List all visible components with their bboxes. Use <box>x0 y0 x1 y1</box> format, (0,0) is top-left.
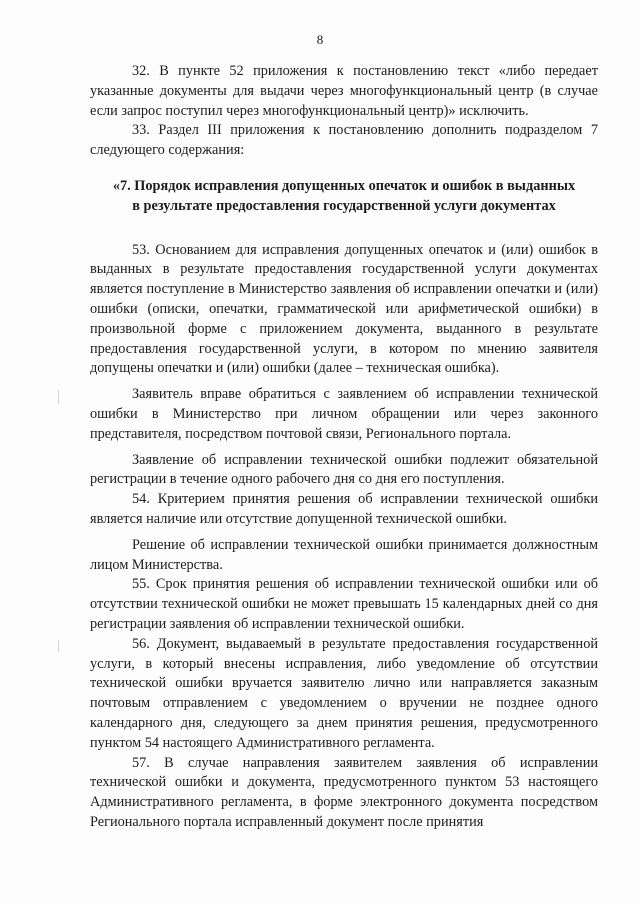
paragraph-53: 53. Основанием для исправления допущенных опечаток и (или) ошибок в выданных в результате предоставления государственной услуги документах является поступление в Министерство заявления об исправлении опечатки и (или) ошибки (описки, опечатки, грамматической или арифметической ошибки) в произвольной форме с приложением документа, выданного в результате предоставления государственной услуги, в котором по мнению заявителя допущены опечатки и (или) ошибки (далее – техническая ошибка). <box>90 241 598 377</box>
scan-margin-mark <box>58 640 59 652</box>
section-heading <box>90 177 598 217</box>
paragraph-56: 56. Документ, выдаваемый в результате предоставления государственной услуги, в который внесены исправления, либо уведомление об отсутствии технической ошибки вручается заявителю лично или направляется заказным почтовым отправлением с уведомлением о вручении не позднее одного календарного дня, следующего за днем принятия решения, предусмотренного пунктом 54 настоящего Административного регламента. <box>90 635 598 751</box>
paragraph-32: 32. В пункте 52 приложения к постановлению текст «либо передает указанные документы для выдачи через многофункциональный центр (в случае если запрос поступил через многофункциональный центр)» исключить. <box>90 63 598 119</box>
paragraph-registration: Заявление об исправлении технической ошибки подлежит обязательной регистрации в течение одного рабочего дня со дня его поступления. <box>90 451 598 488</box>
paragraph-decision: Решение об исправлении технической ошибки принимается должностным лицом Министерства. <box>90 536 598 573</box>
paragraph-54: 54. Критерием принятия решения об исправлении технической ошибки является наличие или отсутствие допущенной технической ошибки. <box>90 491 598 527</box>
scan-margin-mark <box>58 390 59 404</box>
paragraph-applicant: Заявитель вправе обратиться с заявлением об исправлении технической ошибки в Министерство при личном обращении или через законного представителя, посредством почтовой связи, Регионального портала. <box>90 386 598 442</box>
page-number: 8 <box>316 32 324 47</box>
section-heading-line-2: в результате предоставления государственной услуги документах <box>132 197 556 214</box>
section-heading-line-1: «7. Порядок исправления допущенных опечаток и ошибок в выданных <box>112 177 576 194</box>
document-body <box>90 62 598 833</box>
paragraph-57: 57. В случае направления заявителем заявления об исправлении технической ошибки и документа, предусмотренного пунктом 53 настоящего Административного регламента, в форме электронного документа посредством Регионального портала исправленный документ после принятия <box>90 754 598 830</box>
paragraph-33: 33. Раздел III приложения к постановлению дополнить подразделом 7 следующего содержания: <box>90 122 598 159</box>
paragraph-55: 55. Срок принятия решения об исправлении технической ошибки или об отсутствии технической ошибки не может превышать 15 календарных дней со дня регистрации заявления об исправлении технической ошибки. <box>90 576 598 632</box>
